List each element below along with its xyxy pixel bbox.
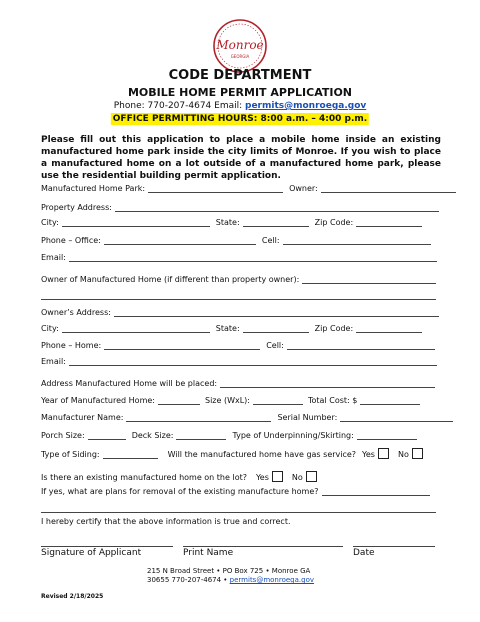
manufacturer-label: Manufacturer Name: xyxy=(41,413,124,422)
footer-line-2 xyxy=(147,576,314,585)
serial-field[interactable] xyxy=(340,413,453,422)
deck-label: Deck Size: xyxy=(131,431,174,440)
state-label-2: State: xyxy=(215,324,240,333)
gas-no-checkbox[interactable] xyxy=(412,448,423,459)
row-phone-office xyxy=(41,236,431,245)
email-field[interactable] xyxy=(69,253,437,262)
row-city-state-zip-2 xyxy=(41,324,422,333)
phone-home-label: Phone – Home: xyxy=(41,341,102,350)
porch-label: Porch Size: xyxy=(41,431,85,440)
row-porch-deck-underpinning xyxy=(41,431,417,440)
address-placed-label: Address Manufactured Home will be placed: xyxy=(41,379,218,388)
print-name-line[interactable] xyxy=(183,546,343,547)
certify-statement: I hereby certify that the above information is true and correct. xyxy=(41,517,291,526)
footer-email-link[interactable]: permits@monroega.gov xyxy=(229,576,315,584)
row-manufacturer-serial xyxy=(41,413,453,422)
department-title: CODE DEPARTMENT xyxy=(168,68,312,83)
signature-line[interactable] xyxy=(41,546,173,547)
city-seal-logo xyxy=(212,18,268,74)
year-label: Year of Manufactured Home: xyxy=(41,396,155,405)
email-label: Email: xyxy=(41,253,66,262)
size-label: Size (WxL): xyxy=(204,396,250,405)
row-owner-mh xyxy=(41,275,436,284)
removal-question: If yes, what are plans for removal of the existing manufacture home? xyxy=(41,487,319,496)
cell-field[interactable] xyxy=(283,236,431,245)
zip-label-2: Zip Code: xyxy=(314,324,354,333)
seal-text: Monroe xyxy=(216,38,264,52)
row-removal-plans xyxy=(41,487,430,496)
seal-subtext: GEORGIA xyxy=(230,54,250,59)
serial-label: Serial Number: xyxy=(277,413,338,422)
row-certify xyxy=(41,517,291,526)
gas-yes-label: Yes xyxy=(362,450,375,459)
deck-field[interactable] xyxy=(176,431,226,440)
state-field[interactable] xyxy=(243,218,309,227)
total-cost-field[interactable] xyxy=(360,396,420,405)
city-field[interactable] xyxy=(62,218,210,227)
office-hours: OFFICE PERMITTING HOURS: 8:00 a.m. – 4:00 p.m. xyxy=(112,114,368,124)
row-existing-home xyxy=(41,471,320,482)
cell-label-2: Cell: xyxy=(266,341,284,350)
date-label: Date xyxy=(353,548,375,558)
porch-field[interactable] xyxy=(88,431,126,440)
row-phone-home xyxy=(41,341,435,350)
row-park-owner xyxy=(41,184,456,193)
state-label: State: xyxy=(215,218,240,227)
address-placed-field[interactable] xyxy=(220,379,435,388)
contact-line xyxy=(0,101,480,111)
owner-label: Owner: xyxy=(289,184,318,193)
row-address-placed xyxy=(41,379,435,388)
size-field[interactable] xyxy=(253,396,303,405)
signature-label: Signature of Applicant xyxy=(41,548,142,558)
row-email-2 xyxy=(41,357,437,366)
state-field-2[interactable] xyxy=(243,324,309,333)
row-property-address xyxy=(41,203,439,212)
row-owner-mh-continued xyxy=(41,291,436,300)
footer-address xyxy=(147,567,314,585)
city-label-2: City: xyxy=(41,324,59,333)
footer-line-1: 215 N Broad Street • PO Box 725 • Monroe GA xyxy=(147,567,311,575)
owners-address-field[interactable] xyxy=(114,308,439,317)
email-link[interactable]: permits@monroega.gov xyxy=(245,101,367,111)
row-email-1 xyxy=(41,253,437,262)
phone-office-field[interactable] xyxy=(104,236,256,245)
row-removal-continued xyxy=(41,504,436,513)
underpinning-label: Type of Underpinning/Skirting: xyxy=(232,431,354,440)
siding-label: Type of Siding: xyxy=(41,450,100,459)
existing-yes-checkbox[interactable] xyxy=(272,471,283,482)
owner-mh-field-2[interactable] xyxy=(41,291,436,300)
zip-field-2[interactable] xyxy=(356,324,422,333)
underpinning-field[interactable] xyxy=(357,431,417,440)
city-field-2[interactable] xyxy=(62,324,210,333)
row-siding-gas xyxy=(41,448,426,459)
year-field[interactable] xyxy=(158,396,200,405)
row-city-state-zip-1 xyxy=(41,218,422,227)
gas-yes-checkbox[interactable] xyxy=(378,448,389,459)
owners-address-label: Owner’s Address: xyxy=(41,308,111,317)
gas-no-label: No xyxy=(397,450,409,459)
footer-line-2-text: 30655 770-207-4674 • xyxy=(147,576,228,584)
owner-field[interactable] xyxy=(321,184,456,193)
zip-field[interactable] xyxy=(356,218,422,227)
existing-no-label: No xyxy=(291,473,303,482)
gas-question: Will the manufactured home have gas service? xyxy=(167,450,357,459)
total-cost-label: Total Cost: $ xyxy=(308,396,358,405)
park-label: Manufactured Home Park: xyxy=(41,184,146,193)
form-title: MOBILE HOME PERMIT APPLICATION xyxy=(127,86,353,99)
phone-home-field[interactable] xyxy=(104,341,260,350)
property-address-label: Property Address: xyxy=(41,203,112,212)
siding-field[interactable] xyxy=(103,450,158,459)
existing-question: Is there an existing manufactured home on the lot? xyxy=(41,473,247,482)
row-year-size-cost xyxy=(41,396,420,405)
removal-field[interactable] xyxy=(322,487,430,496)
park-field[interactable] xyxy=(148,184,283,193)
phone-office-label: Phone – Office: xyxy=(41,236,101,245)
cell-field-2[interactable] xyxy=(287,341,435,350)
owner-mh-field[interactable] xyxy=(302,275,436,284)
removal-field-2[interactable] xyxy=(41,504,436,513)
phone-label: Phone: 770-207-4674 Email: xyxy=(113,101,243,111)
email-label-2: Email: xyxy=(41,357,66,366)
existing-no-checkbox[interactable] xyxy=(306,471,317,482)
date-line[interactable] xyxy=(353,546,435,547)
zip-label: Zip Code: xyxy=(314,218,354,227)
print-name-label: Print Name xyxy=(183,548,234,558)
intro-paragraph: Please fill out this application to place a mobile home inside an existing manufactured home park inside the city limits of Monroe. If you wish to place a manufactured home on a lot outside of a manufactured home park, please use the residential building permit application. xyxy=(41,135,441,181)
cell-label: Cell: xyxy=(261,236,280,245)
owner-mh-label: Owner of Manufactured Home (if different than property owner): xyxy=(41,275,300,284)
existing-yes-label: Yes xyxy=(255,473,269,482)
row-owners-address xyxy=(41,308,439,317)
email-field-2[interactable] xyxy=(69,357,437,366)
manufacturer-field[interactable] xyxy=(126,413,271,422)
city-label: City: xyxy=(41,218,59,227)
revised-date: Revised 2/18/2025 xyxy=(41,593,104,600)
property-address-field[interactable] xyxy=(115,203,439,212)
